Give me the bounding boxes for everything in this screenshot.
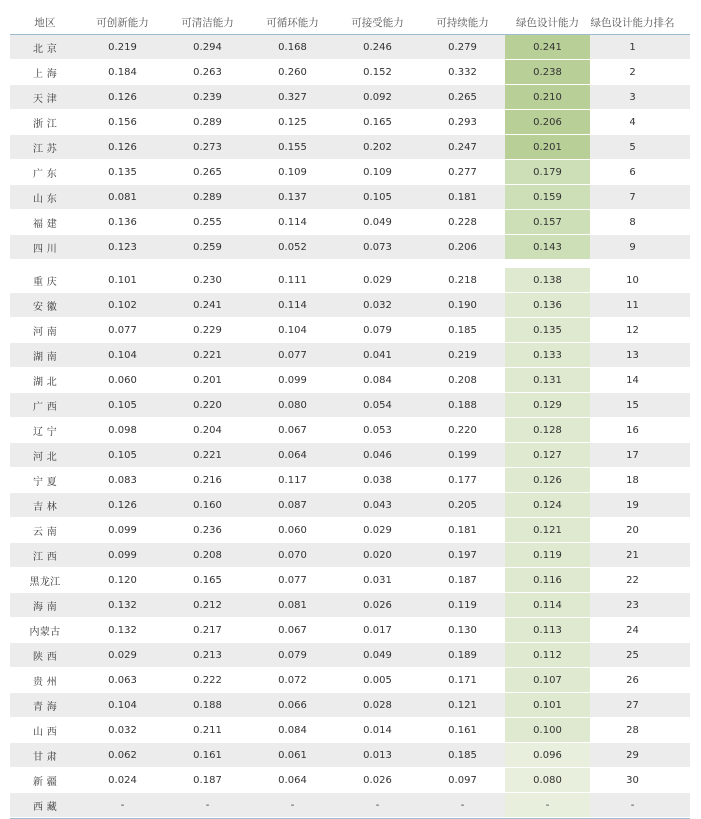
cell-rank: 29 [626, 749, 639, 761]
cell-green-design: 0.114 [505, 593, 590, 617]
cell-rank: 25 [626, 649, 639, 661]
cell-region: 河 南 [32, 326, 58, 338]
cell-innovation: 0.060 [108, 374, 137, 386]
cell-rank: 14 [626, 374, 639, 386]
cell-acceptance: 0.032 [363, 299, 392, 311]
cell-acceptance: 0.029 [363, 274, 392, 286]
cell-rank: 1 [629, 41, 636, 53]
table-row [10, 443, 690, 468]
cell-region: 河 北 [32, 451, 58, 463]
cell-acceptance: 0.073 [363, 241, 392, 253]
cell-innovation: 0.032 [108, 724, 137, 736]
cell-region: 青 海 [32, 701, 58, 713]
cell-acceptance: 0.029 [363, 524, 392, 536]
cell-acceptance: 0.038 [363, 474, 392, 486]
cell-region: 广 东 [32, 168, 58, 180]
cell-rank: 10 [626, 274, 639, 286]
cell-circular: 0.077 [278, 349, 307, 361]
cell-green-design: 0.116 [505, 568, 590, 592]
cell-circular: 0.077 [278, 574, 307, 586]
cell-rank: 21 [626, 549, 639, 561]
table-row [10, 643, 690, 668]
cell-region: 山 西 [32, 726, 58, 738]
table-row [10, 343, 690, 368]
cell-innovation: 0.062 [108, 749, 137, 761]
table-row [10, 668, 690, 693]
cell-green-design: 0.210 [505, 85, 590, 109]
cell-innovation: 0.132 [108, 624, 137, 636]
cell-rank: 8 [629, 216, 636, 228]
cell-sustainable: 0.181 [448, 524, 477, 536]
cell-sustainable: 0.130 [448, 624, 477, 636]
cell-green-design: 0.126 [505, 468, 590, 492]
header-innovation: 可创新能力 [96, 16, 149, 29]
cell-circular: 0.114 [278, 216, 307, 228]
cell-clean: 0.259 [193, 241, 222, 253]
cell-circular: 0.111 [278, 274, 307, 286]
cell-clean: 0.236 [193, 524, 222, 536]
cell-region: 陕 西 [32, 651, 58, 663]
cell-acceptance: 0.152 [363, 66, 392, 78]
cell-clean: 0.222 [193, 674, 222, 686]
cell-green-design: 0.127 [505, 443, 590, 467]
table-row [10, 568, 690, 593]
cell-green-design: 0.241 [505, 35, 590, 59]
cell-region: 辽 宁 [32, 426, 58, 438]
cell-region: 广 西 [32, 401, 58, 413]
cell-region: 福 建 [32, 218, 58, 230]
cell-innovation: 0.123 [108, 241, 137, 253]
table-row [10, 493, 690, 518]
table-row [10, 618, 690, 643]
header-region: 地区 [34, 16, 56, 29]
cell-acceptance: 0.013 [363, 749, 392, 761]
cell-innovation: 0.126 [108, 499, 137, 511]
table-row [10, 35, 690, 60]
cell-acceptance: 0.020 [363, 549, 392, 561]
cell-circular: 0.064 [278, 774, 307, 786]
cell-innovation: 0.083 [108, 474, 137, 486]
cell-sustainable: 0.181 [448, 191, 477, 203]
cell-circular: 0.072 [278, 674, 307, 686]
cell-clean: 0.212 [193, 599, 222, 611]
table-row [10, 135, 690, 160]
table-row [10, 418, 690, 443]
cell-rank: 7 [629, 191, 636, 203]
cell-acceptance: 0.017 [363, 624, 392, 636]
cell-clean: 0.208 [193, 549, 222, 561]
table-row [10, 235, 690, 260]
cell-circular: 0.087 [278, 499, 307, 511]
cell-rank: 3 [629, 91, 636, 103]
cell-sustainable: 0.188 [448, 399, 477, 411]
table-body [10, 35, 690, 818]
cell-sustainable: 0.265 [448, 91, 477, 103]
cell-circular: - [290, 799, 295, 811]
cell-innovation: 0.184 [108, 66, 137, 78]
cell-rank: 20 [626, 524, 639, 536]
cell-innovation: 0.126 [108, 91, 137, 103]
table-row [10, 210, 690, 235]
cell-green-design: 0.135 [505, 318, 590, 342]
cell-circular: 0.114 [278, 299, 307, 311]
header-acceptance: 可接受能力 [351, 16, 404, 29]
cell-clean: 0.187 [193, 774, 222, 786]
cell-clean: 0.273 [193, 141, 222, 153]
cell-innovation: 0.135 [108, 166, 137, 178]
cell-rank: 16 [626, 424, 639, 436]
cell-green-design: - [505, 793, 590, 817]
table-row [10, 743, 690, 768]
cell-clean: 0.229 [193, 324, 222, 336]
cell-clean: 0.217 [193, 624, 222, 636]
cell-sustainable: 0.185 [448, 749, 477, 761]
cell-green-design: 0.143 [505, 235, 590, 259]
cell-innovation: 0.063 [108, 674, 137, 686]
header-rank: 绿色设计能力排名 [590, 16, 675, 29]
cell-innovation: 0.101 [108, 274, 137, 286]
cell-innovation: 0.126 [108, 141, 137, 153]
cell-clean: 0.289 [193, 116, 222, 128]
cell-acceptance: 0.092 [363, 91, 392, 103]
cell-sustainable: 0.177 [448, 474, 477, 486]
group-gap [10, 260, 690, 268]
header-clean: 可清洁能力 [181, 16, 234, 29]
table-row [10, 468, 690, 493]
cell-sustainable: 0.199 [448, 449, 477, 461]
cell-acceptance: 0.053 [363, 424, 392, 436]
cell-innovation: 0.102 [108, 299, 137, 311]
cell-acceptance: 0.041 [363, 349, 392, 361]
cell-green-design: 0.157 [505, 210, 590, 234]
cell-sustainable: 0.097 [448, 774, 477, 786]
cell-rank: 13 [626, 349, 639, 361]
cell-sustainable: 0.219 [448, 349, 477, 361]
cell-acceptance: 0.165 [363, 116, 392, 128]
cell-innovation: 0.081 [108, 191, 137, 203]
cell-region: 吉 林 [32, 501, 58, 513]
header-circular: 可循环能力 [266, 16, 319, 29]
cell-circular: 0.067 [278, 424, 307, 436]
cell-green-design: 0.101 [505, 693, 590, 717]
cell-clean: 0.165 [193, 574, 222, 586]
cell-clean: 0.213 [193, 649, 222, 661]
cell-circular: 0.137 [278, 191, 307, 203]
cell-clean: 0.211 [193, 724, 222, 736]
cell-green-design: 0.179 [505, 160, 590, 184]
cell-innovation: 0.105 [108, 399, 137, 411]
cell-green-design: 0.136 [505, 293, 590, 317]
cell-region: 天 津 [32, 93, 58, 105]
cell-green-design: 0.238 [505, 60, 590, 84]
cell-sustainable: 0.121 [448, 699, 477, 711]
cell-innovation: 0.105 [108, 449, 137, 461]
cell-acceptance: 0.026 [363, 599, 392, 611]
cell-sustainable: 0.228 [448, 216, 477, 228]
cell-clean: 0.265 [193, 166, 222, 178]
cell-innovation: 0.099 [108, 549, 137, 561]
cell-clean: 0.221 [193, 349, 222, 361]
cell-acceptance: - [375, 799, 380, 811]
cell-acceptance: 0.026 [363, 774, 392, 786]
cell-circular: 0.155 [278, 141, 307, 153]
cell-rank: 28 [626, 724, 639, 736]
cell-acceptance: 0.049 [363, 649, 392, 661]
cell-sustainable: 0.190 [448, 299, 477, 311]
cell-clean: 0.289 [193, 191, 222, 203]
cell-acceptance: 0.014 [363, 724, 392, 736]
table-row [10, 268, 690, 293]
cell-rank: 27 [626, 699, 639, 711]
cell-green-design: 0.112 [505, 643, 590, 667]
table-row [10, 718, 690, 743]
cell-sustainable: 0.220 [448, 424, 477, 436]
cell-sustainable: - [460, 799, 465, 811]
cell-clean: 0.201 [193, 374, 222, 386]
cell-region: 海 南 [32, 601, 58, 613]
cell-rank: 30 [626, 774, 639, 786]
table-row [10, 160, 690, 185]
cell-clean: 0.221 [193, 449, 222, 461]
table-row [10, 543, 690, 568]
cell-region: 甘 肃 [32, 751, 58, 763]
cell-green-design: 0.159 [505, 185, 590, 209]
cell-innovation: 0.219 [108, 41, 137, 53]
cell-clean: 0.263 [193, 66, 222, 78]
table-row [10, 393, 690, 418]
cell-green-design: 0.201 [505, 135, 590, 159]
cell-sustainable: 0.208 [448, 374, 477, 386]
cell-clean: 0.220 [193, 399, 222, 411]
cell-clean: 0.294 [193, 41, 222, 53]
table-row [10, 518, 690, 543]
cell-region: 江 西 [32, 551, 58, 563]
cell-innovation: 0.104 [108, 699, 137, 711]
cell-green-design: 0.080 [505, 768, 590, 792]
cell-acceptance: 0.005 [363, 674, 392, 686]
cell-green-design: 0.119 [505, 543, 590, 567]
cell-region: 内蒙古 [29, 626, 61, 638]
cell-green-design: 0.206 [505, 110, 590, 134]
cell-circular: 0.117 [278, 474, 307, 486]
cell-sustainable: 0.247 [448, 141, 477, 153]
cell-circular: 0.084 [278, 724, 307, 736]
cell-green-design: 0.113 [505, 618, 590, 642]
cell-circular: 0.081 [278, 599, 307, 611]
cell-acceptance: 0.109 [363, 166, 392, 178]
cell-sustainable: 0.171 [448, 674, 477, 686]
cell-acceptance: 0.246 [363, 41, 392, 53]
cell-region: 西 藏 [32, 801, 58, 813]
cell-rank: 18 [626, 474, 639, 486]
cell-region: 四 川 [32, 243, 58, 255]
cell-clean: 0.188 [193, 699, 222, 711]
cell-sustainable: 0.293 [448, 116, 477, 128]
cell-rank: 2 [629, 66, 636, 78]
cell-acceptance: 0.084 [363, 374, 392, 386]
cell-acceptance: 0.202 [363, 141, 392, 153]
cell-sustainable: 0.279 [448, 41, 477, 53]
cell-innovation: 0.099 [108, 524, 137, 536]
cell-circular: 0.061 [278, 749, 307, 761]
cell-acceptance: 0.079 [363, 324, 392, 336]
cell-innovation: 0.120 [108, 574, 137, 586]
cell-green-design: 0.133 [505, 343, 590, 367]
cell-innovation: 0.024 [108, 774, 137, 786]
cell-innovation: - [120, 799, 125, 811]
cell-circular: 0.070 [278, 549, 307, 561]
cell-green-design: 0.121 [505, 518, 590, 542]
table-row [10, 693, 690, 718]
cell-green-design: 0.100 [505, 718, 590, 742]
table-row [10, 85, 690, 110]
cell-acceptance: 0.031 [363, 574, 392, 586]
cell-innovation: 0.029 [108, 649, 137, 661]
cell-sustainable: 0.205 [448, 499, 477, 511]
cell-sustainable: 0.161 [448, 724, 477, 736]
cell-region: 湖 南 [32, 351, 58, 363]
cell-green-design: 0.129 [505, 393, 590, 417]
cell-circular: 0.079 [278, 649, 307, 661]
cell-rank: 23 [626, 599, 639, 611]
cell-acceptance: 0.049 [363, 216, 392, 228]
cell-circular: 0.080 [278, 399, 307, 411]
header-sustainable: 可持续能力 [436, 16, 489, 29]
cell-region: 新 疆 [32, 776, 58, 788]
cell-clean: 0.255 [193, 216, 222, 228]
cell-region: 上 海 [32, 68, 58, 80]
cell-innovation: 0.156 [108, 116, 137, 128]
cell-clean: 0.204 [193, 424, 222, 436]
table-row [10, 793, 690, 818]
cell-sustainable: 0.185 [448, 324, 477, 336]
cell-acceptance: 0.105 [363, 191, 392, 203]
cell-clean: 0.239 [193, 91, 222, 103]
cell-acceptance: 0.054 [363, 399, 392, 411]
cell-rank: 15 [626, 399, 639, 411]
cell-innovation: 0.098 [108, 424, 137, 436]
cell-region: 山 东 [32, 193, 58, 205]
cell-sustainable: 0.197 [448, 549, 477, 561]
cell-region: 贵 州 [32, 676, 58, 688]
cell-rank: 6 [629, 166, 636, 178]
cell-innovation: 0.132 [108, 599, 137, 611]
cell-circular: 0.104 [278, 324, 307, 336]
cell-rank: 22 [626, 574, 639, 586]
cell-innovation: 0.104 [108, 349, 137, 361]
cell-rank: 17 [626, 449, 639, 461]
cell-rank: 5 [629, 141, 636, 153]
header-green-design: 绿色设计能力 [516, 16, 579, 29]
cell-circular: 0.067 [278, 624, 307, 636]
cell-circular: 0.109 [278, 166, 307, 178]
cell-region: 重 庆 [32, 276, 58, 288]
table-row [10, 60, 690, 85]
cell-rank: 9 [629, 241, 636, 253]
cell-region: 宁 夏 [32, 476, 58, 488]
cell-rank: 4 [629, 116, 636, 128]
cell-clean: 0.230 [193, 274, 222, 286]
cell-green-design: 0.131 [505, 368, 590, 392]
data-table [10, 10, 690, 819]
cell-clean: 0.160 [193, 499, 222, 511]
cell-circular: 0.125 [278, 116, 307, 128]
cell-circular: 0.099 [278, 374, 307, 386]
cell-innovation: 0.077 [108, 324, 137, 336]
cell-sustainable: 0.206 [448, 241, 477, 253]
cell-sustainable: 0.332 [448, 66, 477, 78]
cell-sustainable: 0.189 [448, 649, 477, 661]
cell-circular: 0.066 [278, 699, 307, 711]
cell-rank: - [630, 799, 635, 811]
cell-rank: 24 [626, 624, 639, 636]
table-header [10, 10, 690, 35]
cell-sustainable: 0.119 [448, 599, 477, 611]
cell-green-design: 0.128 [505, 418, 590, 442]
cell-rank: 19 [626, 499, 639, 511]
table-row [10, 110, 690, 135]
cell-region: 云 南 [32, 526, 58, 538]
table-row [10, 318, 690, 343]
cell-rank: 12 [626, 324, 639, 336]
cell-circular: 0.260 [278, 66, 307, 78]
cell-clean: - [205, 799, 210, 811]
cell-region: 北 京 [32, 43, 58, 55]
table-row [10, 768, 690, 793]
cell-circular: 0.327 [278, 91, 307, 103]
cell-region: 安 徽 [32, 301, 58, 313]
cell-green-design: 0.138 [505, 268, 590, 292]
cell-acceptance: 0.046 [363, 449, 392, 461]
cell-circular: 0.064 [278, 449, 307, 461]
cell-innovation: 0.136 [108, 216, 137, 228]
cell-clean: 0.241 [193, 299, 222, 311]
table-row [10, 593, 690, 618]
cell-rank: 11 [626, 299, 639, 311]
cell-sustainable: 0.187 [448, 574, 477, 586]
cell-region: 江 苏 [32, 143, 58, 155]
cell-region: 湖 北 [32, 376, 58, 388]
cell-green-design: 0.107 [505, 668, 590, 692]
cell-acceptance: 0.028 [363, 699, 392, 711]
table-row [10, 293, 690, 318]
table-row [10, 368, 690, 393]
cell-circular: 0.168 [278, 41, 307, 53]
cell-green-design: 0.096 [505, 743, 590, 767]
cell-circular: 0.060 [278, 524, 307, 536]
cell-clean: 0.161 [193, 749, 222, 761]
cell-green-design: 0.124 [505, 493, 590, 517]
cell-region: 黑龙江 [29, 576, 61, 588]
cell-circular: 0.052 [278, 241, 307, 253]
cell-region: 浙 江 [32, 118, 58, 130]
cell-acceptance: 0.043 [363, 499, 392, 511]
cell-clean: 0.216 [193, 474, 222, 486]
table-row [10, 185, 690, 210]
cell-sustainable: 0.218 [448, 274, 477, 286]
cell-sustainable: 0.277 [448, 166, 477, 178]
cell-rank: 26 [626, 674, 639, 686]
